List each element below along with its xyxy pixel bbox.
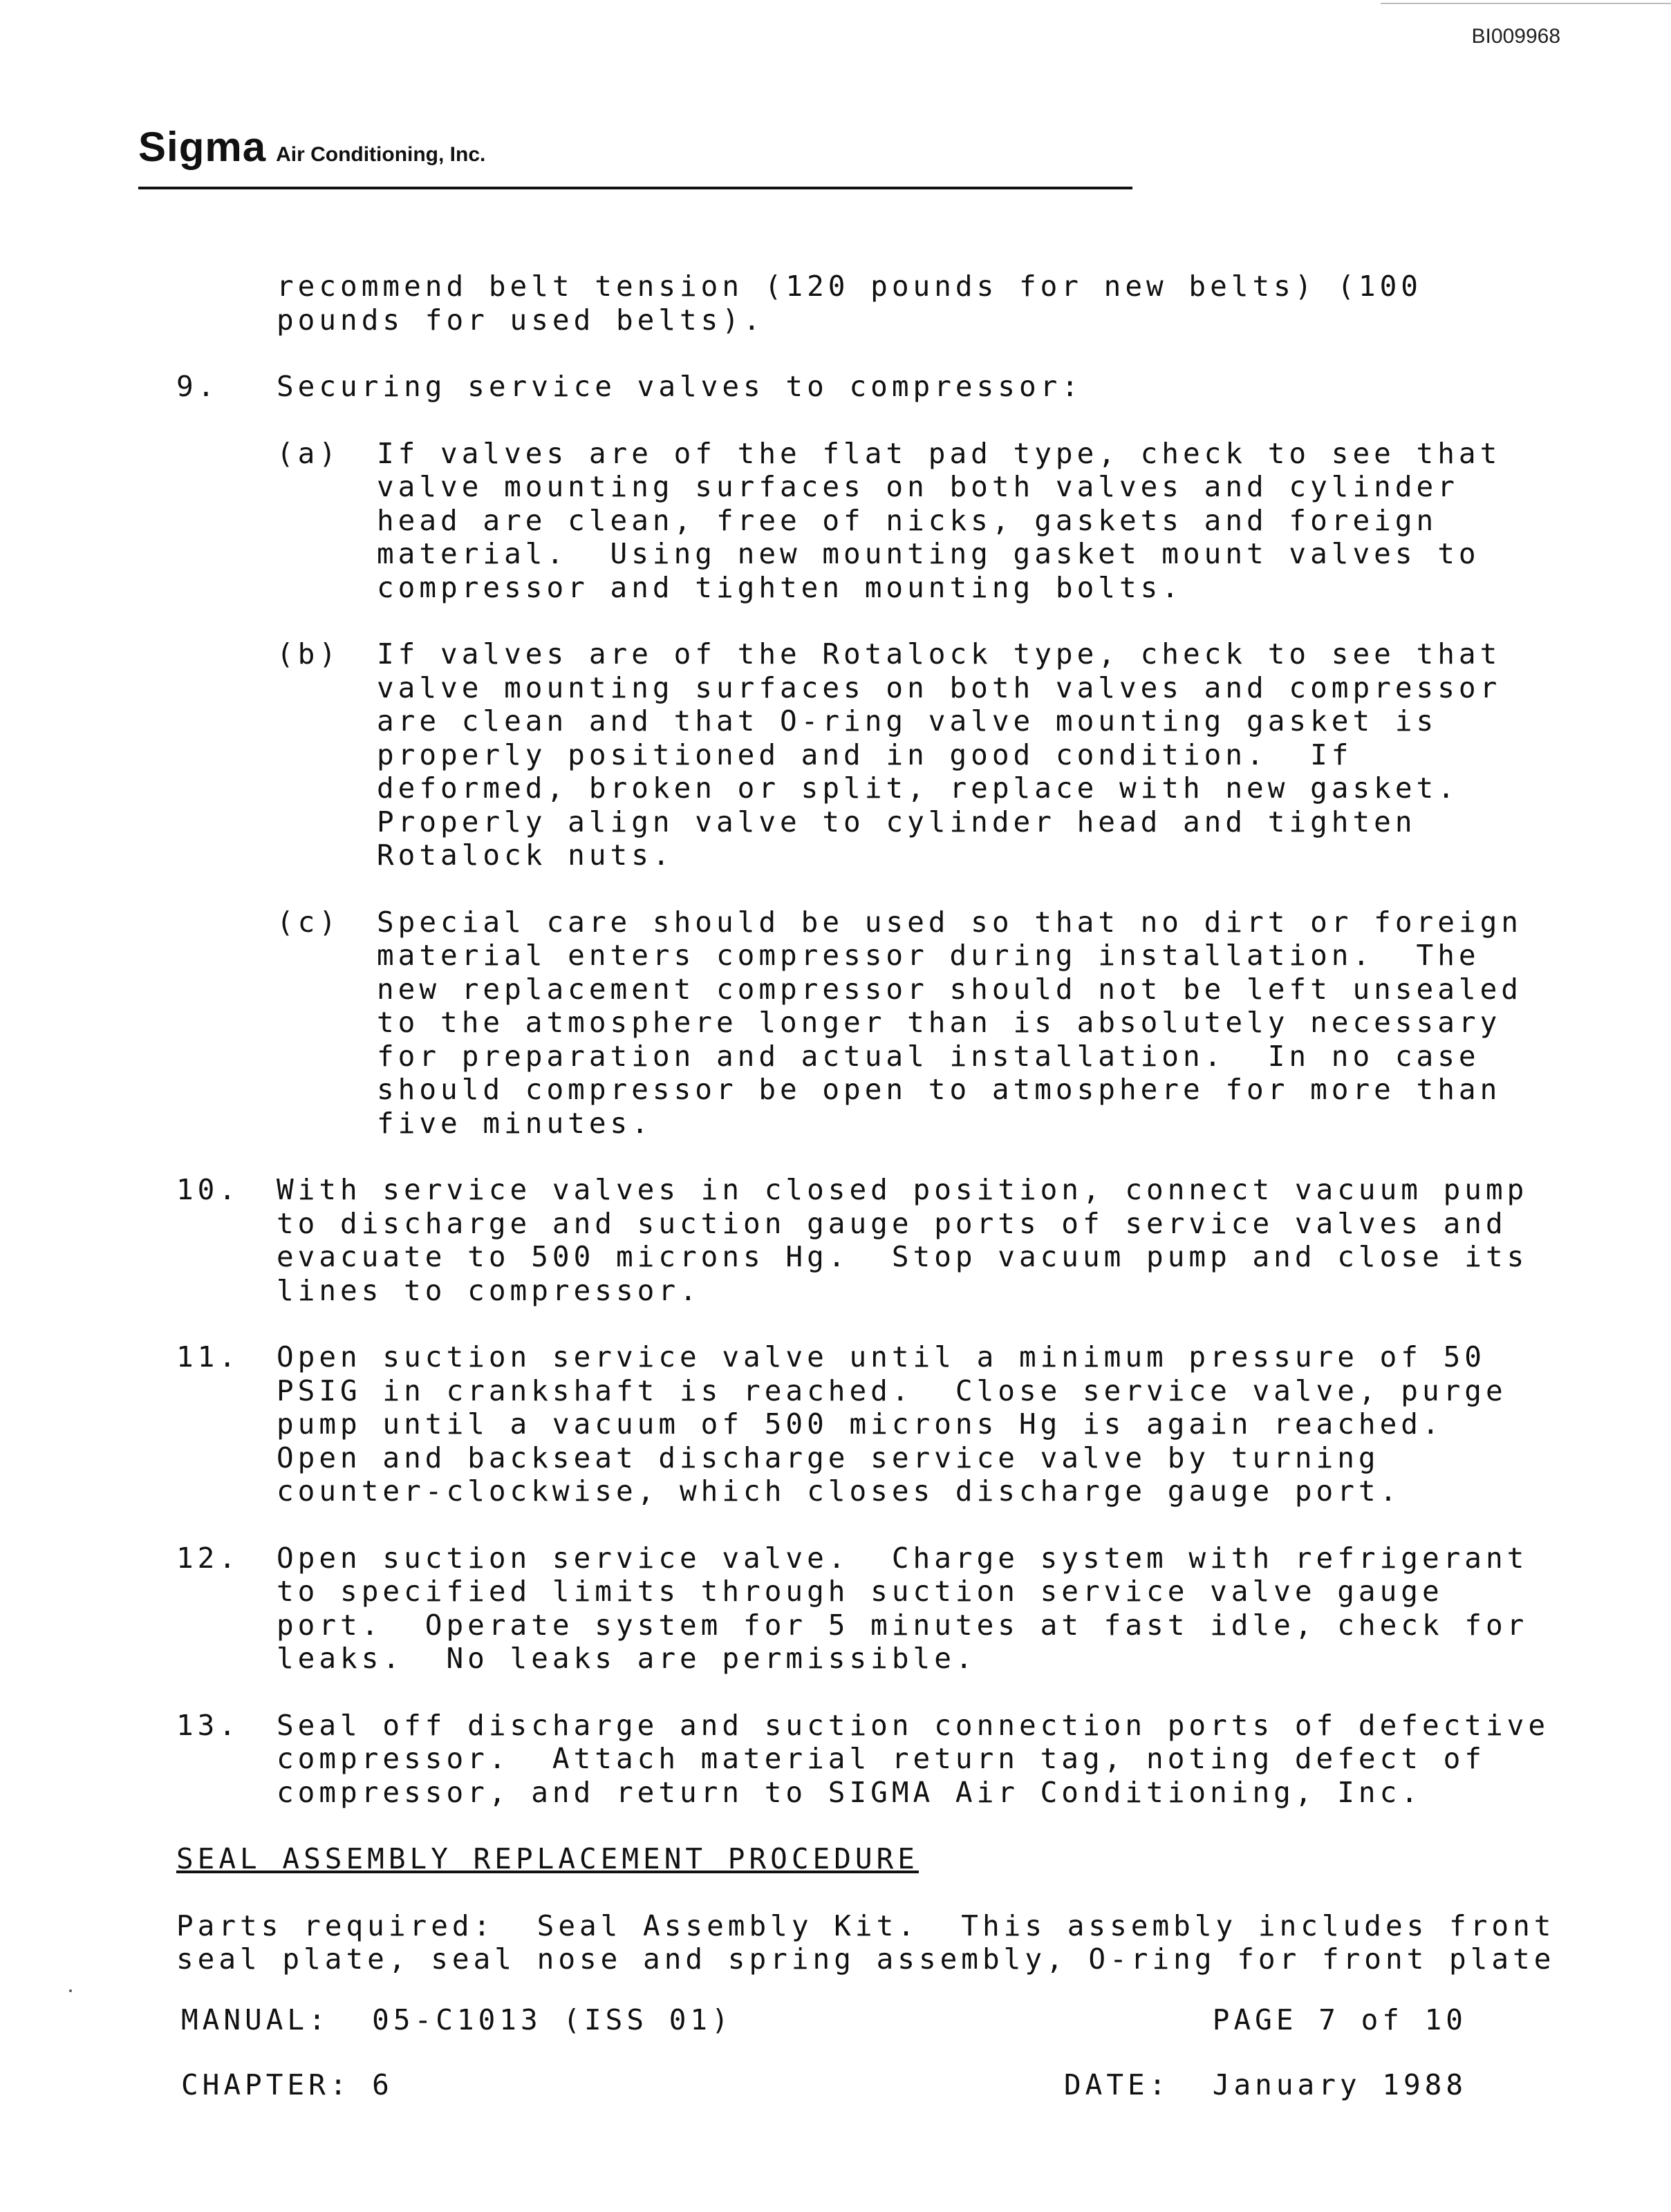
text-line: Rotalock nuts. xyxy=(377,838,674,872)
text-line: valve mounting surfaces on both valves and cylinder xyxy=(377,470,1459,503)
text-line: Properly align valve to cylinder head and tighten xyxy=(377,805,1417,838)
step-number: 11. xyxy=(176,1340,241,1374)
step-9 xyxy=(176,370,1490,404)
text-line: are clean and that O-ring valve mounting gasket is xyxy=(377,704,1438,738)
text-line: evacuate to 500 microns Hg. Stop vacuum pump and close its xyxy=(277,1240,1529,1273)
text-line: If valves are of the flat pad type, check to see that xyxy=(377,436,1502,470)
text-line: for preparation and actual installation. In no case xyxy=(377,1039,1480,1073)
page-number: PAGE 7 of 10 xyxy=(1212,2003,1467,2036)
company-logo-text: Sigma xyxy=(138,124,267,170)
section-heading: SEAL ASSEMBLY REPLACEMENT PROCEDURE xyxy=(176,1842,919,1875)
text-line: properly positioned and in good condition. If xyxy=(377,738,1353,771)
step-10 xyxy=(176,1173,1529,1307)
text-line: Open and backseat discharge service valve by turning xyxy=(277,1441,1380,1474)
text-line: If valves are of the Rotalock type, check to see that xyxy=(377,637,1502,671)
step-12 xyxy=(176,1541,1529,1676)
page-footer xyxy=(181,2003,1467,2101)
document-id: BI009968 xyxy=(1471,25,1560,48)
text-line: Special care should be used so that no dirt or foreign xyxy=(377,905,1522,939)
text-line: Securing service valves to compressor: xyxy=(277,370,1083,403)
text-line: Parts required: Seal Assembly Kit. This assembly includes front xyxy=(176,1909,1556,1942)
substep-label: (c) xyxy=(277,905,341,939)
text-line: to discharge and suction gauge ports of service valves and xyxy=(277,1206,1507,1240)
step-number: 9. xyxy=(176,370,219,403)
manual-number: MANUAL: 05-C1013 (ISS 01) xyxy=(181,2003,733,2036)
text-line: recommend belt tension (120 pounds for new belts) (100 xyxy=(277,270,1422,303)
document-date: DATE: January 1988 xyxy=(1064,2068,1467,2101)
text-line: compressor and tighten mounting bolts. xyxy=(377,570,1183,604)
chapter-number: CHAPTER: 6 xyxy=(181,2068,393,2101)
scan-speck xyxy=(69,1989,72,1992)
text-line: lines to compressor. xyxy=(277,1273,701,1307)
text-line: Open suction service valve. Charge system with refrigerant xyxy=(277,1541,1529,1575)
step-number: 13. xyxy=(176,1708,241,1742)
continued-paragraph xyxy=(277,270,1490,337)
text-line: counter-clockwise, which closes discharge gauge port. xyxy=(277,1474,1401,1508)
text-line: material. Using new mounting gasket mount valves to xyxy=(377,537,1480,570)
step-11 xyxy=(176,1340,1507,1508)
company-subtitle: Air Conditioning, Inc. xyxy=(276,143,486,166)
text-line: pounds for used belts). xyxy=(277,303,765,337)
text-line: should compressor be open to atmosphere for more than xyxy=(377,1073,1502,1106)
text-line: to specified limits through suction service valve gauge xyxy=(277,1575,1444,1608)
step-9b xyxy=(277,637,1502,872)
text-line: compressor. Attach material return tag, noting defect of xyxy=(277,1742,1486,1775)
text-line: PSIG in crankshaft is reached. Close service valve, purge xyxy=(277,1374,1507,1407)
step-13 xyxy=(176,1708,1550,1810)
step-number: 12. xyxy=(176,1541,241,1575)
text-line: material enters compressor during installation. The xyxy=(377,939,1480,972)
text-line: leaks. No leaks are permissible. xyxy=(277,1642,977,1675)
text-line: Open suction service valve until a minimum pressure of 50 xyxy=(277,1340,1486,1374)
step-9c xyxy=(277,905,1522,1141)
text-line: compressor, and return to SIGMA Air Conditioning, Inc. xyxy=(277,1775,1422,1809)
scan-artifact-line xyxy=(1381,3,1671,4)
text-line: five minutes. xyxy=(377,1106,653,1140)
text-line: head are clean, free of nicks, gaskets and foreign xyxy=(377,503,1438,537)
text-line: With service valves in closed position, connect vacuum pump xyxy=(277,1173,1529,1206)
substep-label: (a) xyxy=(277,436,341,470)
substep-label: (b) xyxy=(277,637,341,671)
manual-body xyxy=(176,270,1556,1976)
text-line: valve mounting surfaces on both valves and compressor xyxy=(377,671,1502,704)
step-9a xyxy=(277,436,1502,605)
text-line: pump until a vacuum of 500 microns Hg is again reached. xyxy=(277,1407,1444,1441)
step-number: 10. xyxy=(176,1173,241,1206)
text-line: port. Operate system for 5 minutes at fast idle, check for xyxy=(277,1608,1529,1642)
text-line: to the atmosphere longer than is absolutely necessary xyxy=(377,1006,1502,1039)
section-paragraph xyxy=(176,1909,1556,1976)
text-line: seal plate, seal nose and spring assembly, O-ring for front plate xyxy=(176,1942,1556,1976)
text-line: deformed, broken or split, replace with new gasket. xyxy=(377,771,1459,805)
text-line: new replacement compressor should not be left unsealed xyxy=(377,972,1522,1006)
text-line: Seal off discharge and suction connection ports of defective xyxy=(277,1708,1550,1742)
letterhead xyxy=(138,123,1132,189)
header-rule xyxy=(138,187,1132,189)
